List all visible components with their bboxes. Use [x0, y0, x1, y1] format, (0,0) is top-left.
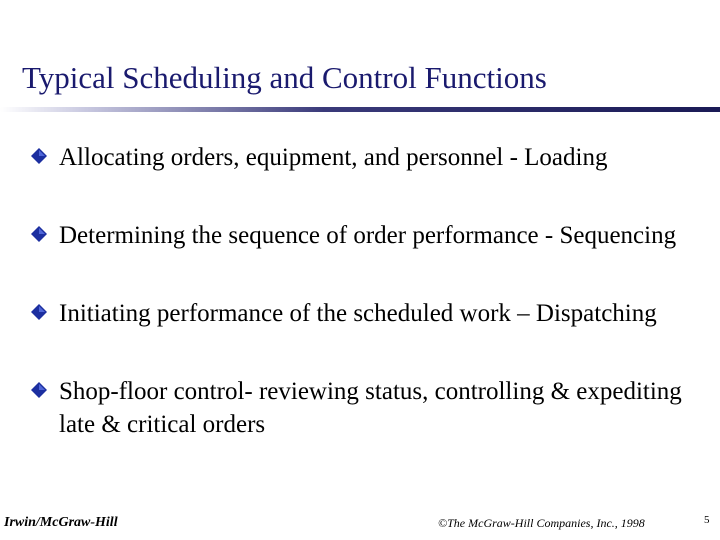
bullet-text: Initiating performance of the scheduled work – Dispatching [59, 300, 657, 327]
slide-title: Typical Scheduling and Control Functions [22, 60, 547, 95]
blue-diamond-icon [31, 148, 47, 164]
bullet-item-loading [30, 141, 700, 174]
bullet-item-dispatching [30, 297, 700, 330]
footer-publisher: Irwin/McGraw-Hill [4, 515, 118, 530]
blue-diamond-icon [31, 304, 47, 320]
bullet-text: Shop-floor control- reviewing status, controlling & expediting late & critical orders [59, 378, 682, 438]
page-number: 5 [704, 514, 710, 526]
bullet-item-sequencing [30, 219, 700, 252]
footer-copyright: ©The McGraw-Hill Companies, Inc., 1998 [438, 516, 645, 530]
title-divider [0, 107, 720, 112]
bullet-item-shop-floor-control [30, 375, 700, 441]
bullet-list [30, 141, 700, 441]
blue-diamond-icon [31, 382, 47, 398]
bullet-text: Allocating orders, equipment, and personnel - Loading [59, 144, 608, 171]
bullet-text: Determining the sequence of order performance - Sequencing [59, 222, 677, 249]
blue-diamond-icon [31, 226, 47, 242]
